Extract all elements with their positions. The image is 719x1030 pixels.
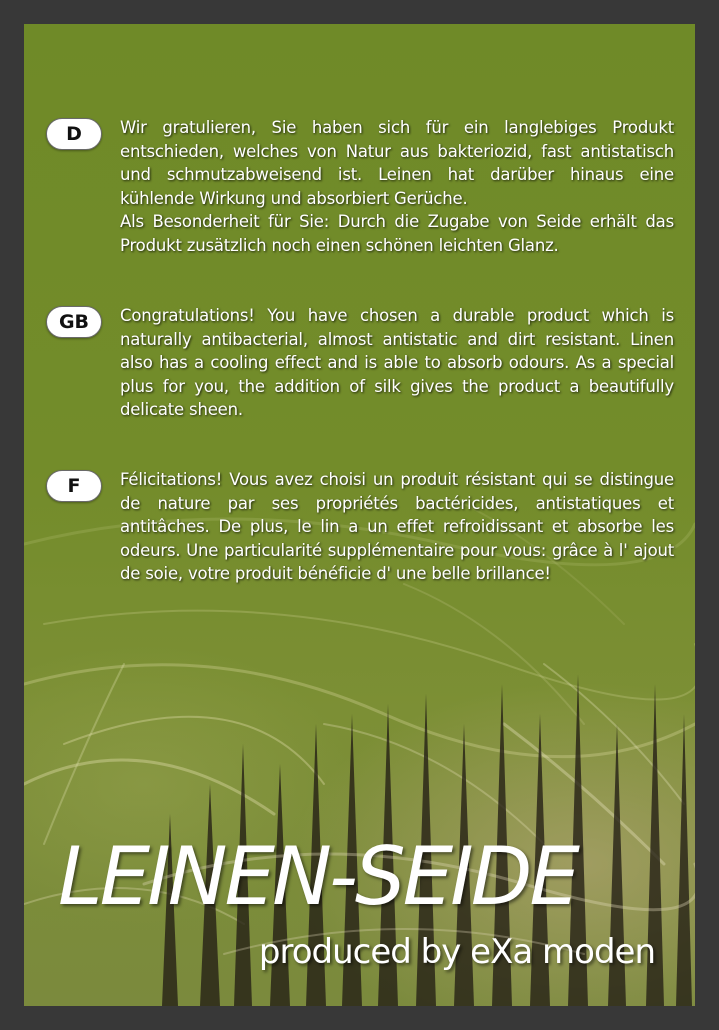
section-text [120, 116, 674, 257]
paragraph: Congratulations! You have chosen a durable product which is naturally antibacterial, almost antistatic and dirt resistant. Linen also has a cooling effect and is able to absorb odours. As a special plus for you, the addition of silk gives the product a beautifully delicate sheen. [120, 306, 674, 419]
language-badge: F [46, 470, 102, 502]
paragraph: Félicitations! Vous avez choisi un produit résistant qui se distingue de nature par ses propriétés bactéricides, antistatiques et antitâches. De plus, le lin a un effet refroidissant et absorbe les odeurs. Une particularité supplémentaire pour vous: grâce à l' ajout de soie, votre produit bénéficie d' une belle brillance! [120, 470, 674, 583]
section-text [120, 468, 674, 586]
language-badge: D [46, 118, 102, 150]
brand-subtitle: produced by eXa moden [258, 932, 655, 972]
language-badge: GB [46, 306, 102, 338]
brand-title: LEINEN-SEIDE [58, 830, 577, 923]
paragraph: Als Besonderheit für Sie: Durch die Zugabe von Seide erhält das Produkt zusätzlich noch einen schönen leichten Glanz. [120, 212, 674, 255]
product-card [24, 24, 695, 1006]
section-text [120, 304, 674, 422]
paragraph: Wir gratulieren, Sie haben sich für ein langlebiges Produkt entschieden, welches von Natur aus bakteriozid, fast antistatisch und schmutzabweisend ist. Leinen hat darüber hinaus eine kühlende Wirkung und absorbiert Gerüche. [120, 118, 674, 208]
